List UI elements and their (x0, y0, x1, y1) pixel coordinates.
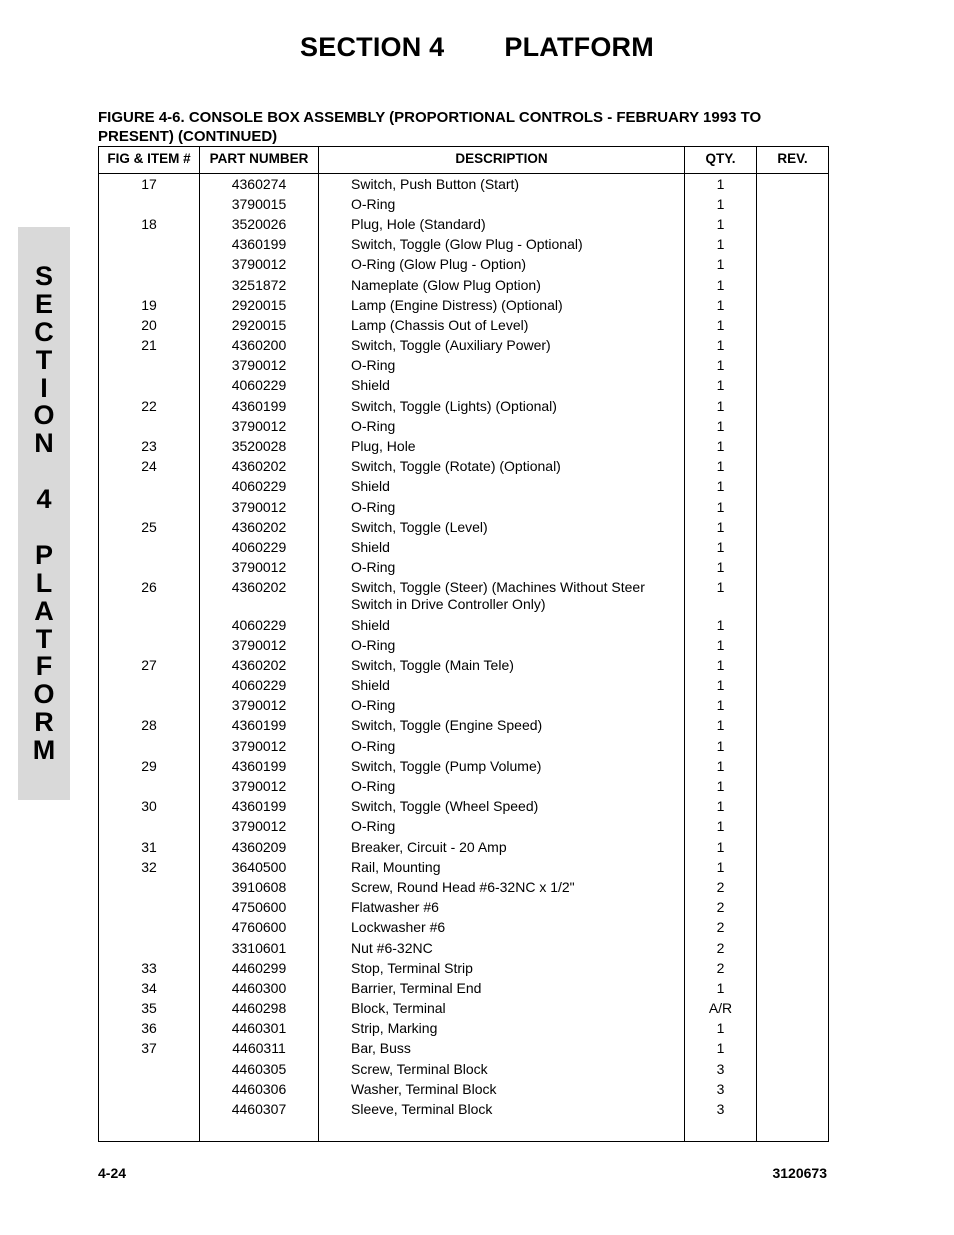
part-number: 3910608 (231, 878, 287, 895)
quantity: 1 (716, 737, 725, 754)
description: Lamp (Engine Distress) (Optional) (351, 296, 563, 313)
description: Switch, Toggle (Wheel Speed) (351, 798, 539, 815)
part-number: 4060229 (231, 616, 287, 633)
quantity: 1 (716, 858, 725, 875)
quantity: 1 (716, 215, 725, 232)
table-row (99, 275, 828, 295)
description: Nut #6-32NC (351, 939, 433, 956)
table-row (99, 315, 828, 335)
part-number: 4060229 (231, 677, 287, 694)
description: Nameplate (Glow Plug Option) (351, 276, 541, 293)
description: Switch, Toggle (Pump Volume) (351, 757, 542, 774)
quantity: 1 (716, 175, 725, 192)
item-number: 34 (141, 979, 157, 996)
description: Lockwasher #6 (351, 919, 446, 936)
figure-title: FIGURE 4-6. CONSOLE BOX ASSEMBLY (PROPORTIONAL CONTROLS - FEBRUARY 1993 TO PRESENT) (CONTINUED) (98, 109, 762, 145)
description: Plug, Hole (351, 438, 416, 455)
quantity: 1 (716, 559, 725, 576)
part-number: 4460298 (231, 1000, 287, 1017)
item-number: 33 (141, 959, 157, 976)
part-number: 3251872 (231, 276, 287, 293)
table-row (99, 497, 828, 517)
part-number: 4460300 (231, 979, 287, 996)
table-row (99, 615, 828, 635)
side-tab-letter: 4 (36, 484, 52, 515)
item-number: 37 (141, 1040, 157, 1057)
quantity: 1 (716, 397, 725, 414)
description: Shield (351, 377, 390, 394)
part-number: 4360200 (231, 337, 287, 354)
table-row (99, 1059, 828, 1079)
quantity: 2 (716, 899, 725, 916)
part-number: 4460307 (231, 1101, 287, 1118)
item-number: 36 (141, 1020, 157, 1037)
item-number: 26 (141, 579, 157, 596)
side-tab-letter: P (34, 539, 53, 570)
item-number: 27 (141, 656, 157, 673)
side-tab-letter: R (34, 707, 54, 738)
description: Bar, Buss (351, 1040, 411, 1057)
description: Shield (351, 677, 390, 694)
quantity: 2 (716, 959, 725, 976)
part-number: 4360199 (231, 798, 287, 815)
side-tab-letter: O (33, 400, 55, 431)
quantity: 1 (716, 538, 725, 555)
description: Screw, Terminal Block (351, 1060, 488, 1077)
table-row (99, 517, 828, 537)
description: Strip, Marking (351, 1020, 438, 1037)
section-title: PLATFORM (504, 32, 654, 62)
quantity: 2 (716, 939, 725, 956)
column-header-rev: REV. (777, 151, 808, 166)
table-row (99, 295, 828, 315)
item-number: 24 (141, 458, 157, 475)
description: O-Ring (351, 498, 396, 515)
table-row (99, 716, 828, 736)
item-number: 20 (141, 316, 157, 333)
table-row (99, 958, 828, 978)
description: Barrier, Terminal End (351, 979, 482, 996)
part-number: 4360202 (231, 656, 287, 673)
description: Block, Terminal (351, 1000, 446, 1017)
table-row (99, 877, 828, 897)
table-row (99, 696, 828, 716)
part-number: 3790012 (231, 559, 287, 576)
parts-table (98, 146, 829, 1142)
quantity: 1 (716, 337, 725, 354)
item-number: 19 (141, 296, 157, 313)
section-header (0, 32, 954, 63)
part-number: 2920015 (231, 296, 287, 313)
description: O-Ring (351, 697, 396, 714)
quantity: 1 (716, 458, 725, 475)
quantity: 1 (716, 697, 725, 714)
section-side-tab (18, 227, 70, 800)
quantity: 1 (716, 757, 725, 774)
part-number: 3790012 (231, 498, 287, 515)
side-tab-letter: F (35, 651, 53, 682)
description: Shield (351, 478, 390, 495)
part-number: 4460299 (231, 959, 287, 976)
table-row (99, 457, 828, 477)
table-row (99, 1039, 828, 1059)
part-number: 3310601 (231, 939, 287, 956)
quantity: 1 (716, 438, 725, 455)
item-number: 23 (141, 438, 157, 455)
table-row (99, 1099, 828, 1119)
document-number: 3120673 (772, 1165, 827, 1181)
side-tab-letter: T (35, 344, 53, 375)
part-number: 4360202 (231, 518, 287, 535)
part-number: 4360209 (231, 838, 287, 855)
quantity: 1 (716, 818, 725, 835)
part-number: 4360202 (231, 579, 287, 596)
part-number: 3790012 (231, 357, 287, 374)
table-row (99, 797, 828, 817)
description: Switch, Toggle (Level) (351, 518, 488, 535)
table-body (99, 174, 828, 1120)
quantity: A/R (708, 1000, 733, 1017)
description: Switch, Push Button (Start) (351, 175, 520, 192)
description: O-Ring (351, 818, 396, 835)
item-number: 31 (141, 838, 157, 855)
item-number: 22 (141, 397, 157, 414)
description: Screw, Round Head #6-32NC x 1/2" (351, 878, 575, 895)
part-number: 4060229 (231, 478, 287, 495)
quantity: 1 (716, 417, 725, 434)
description: Lamp (Chassis Out of Level) (351, 316, 529, 333)
table-row (99, 999, 828, 1019)
table-row (99, 356, 828, 376)
quantity: 2 (716, 919, 725, 936)
description: O-Ring (351, 357, 396, 374)
item-number: 18 (141, 215, 157, 232)
table-row (99, 558, 828, 578)
part-number: 4360199 (231, 397, 287, 414)
side-tab-letter (18, 514, 70, 542)
part-number: 3520026 (231, 215, 287, 232)
description: Stop, Terminal Strip (351, 959, 473, 976)
table-row (99, 1079, 828, 1099)
quantity: 1 (716, 1040, 725, 1057)
part-number: 4060229 (231, 538, 287, 555)
table-row (99, 837, 828, 857)
table-row (99, 255, 828, 275)
quantity: 3 (716, 1101, 725, 1118)
part-number: 3790012 (231, 636, 287, 653)
part-number: 4460311 (232, 1040, 286, 1057)
item-number: 17 (141, 175, 157, 192)
description: Switch, Toggle (Auxiliary Power) (351, 337, 551, 354)
quantity: 1 (716, 296, 725, 313)
part-number: 3520028 (231, 438, 287, 455)
item-number: 32 (141, 858, 157, 875)
table-row (99, 174, 828, 194)
side-tab-letter: S (34, 261, 53, 291)
part-number: 4360274 (231, 175, 287, 192)
description: O-Ring (351, 737, 396, 754)
table-row (99, 194, 828, 214)
table-row (99, 235, 828, 255)
table-row (99, 635, 828, 655)
quantity: 1 (716, 979, 725, 996)
table-row (99, 898, 828, 918)
part-number: 4060229 (231, 377, 287, 394)
description: Plug, Hole (Standard) (351, 215, 486, 232)
description: Switch, Toggle (Main Tele) (351, 656, 514, 673)
description: Washer, Terminal Block (351, 1080, 497, 1097)
description: O-Ring (351, 417, 396, 434)
quantity: 1 (716, 276, 725, 293)
part-number: 4460301 (231, 1020, 287, 1037)
table-row (99, 817, 828, 837)
part-number: 4360199 (231, 757, 287, 774)
column-header-description: DESCRIPTION (455, 151, 548, 166)
side-tab-letter: N (34, 428, 54, 459)
table-row (99, 537, 828, 557)
quantity: 1 (716, 677, 725, 694)
quantity: 3 (716, 1080, 725, 1097)
part-number: 3790012 (231, 417, 287, 434)
quantity: 1 (716, 357, 725, 374)
item-number: 30 (141, 798, 157, 815)
table-row (99, 436, 828, 456)
table-row (99, 1019, 828, 1039)
part-number: 4460306 (231, 1080, 287, 1097)
side-tab-letter: T (35, 623, 53, 654)
quantity: 1 (716, 256, 725, 273)
item-number: 35 (141, 1000, 157, 1017)
side-tab-letter: E (34, 288, 53, 319)
quantity: 1 (716, 236, 725, 253)
part-number: 3790015 (231, 195, 287, 212)
description: O-Ring (351, 559, 396, 576)
side-tab-letter (18, 458, 70, 486)
description: Flatwasher #6 (351, 899, 439, 916)
quantity: 1 (716, 838, 725, 855)
column-header-part-number: PART NUMBER (209, 151, 309, 166)
quantity: 1 (716, 778, 725, 795)
description: Switch, Toggle (Rotate) (Optional) (351, 458, 561, 475)
description: Switch, Toggle (Steer) (Machines Without Steer Switch in Drive Controller Only) (351, 579, 645, 613)
quantity: 2 (716, 878, 725, 895)
side-tab-letter: I (40, 372, 48, 403)
part-number: 3640500 (231, 858, 287, 875)
description: Switch, Toggle (Engine Speed) (351, 717, 543, 734)
part-number: 3790012 (231, 818, 287, 835)
page-number: 4-24 (98, 1165, 127, 1181)
description: Shield (351, 616, 390, 633)
description: Sleeve, Terminal Block (351, 1101, 493, 1118)
table-row (99, 396, 828, 416)
table-row (99, 676, 828, 696)
quantity: 1 (716, 518, 725, 535)
part-number: 3790012 (231, 256, 287, 273)
table-row (99, 918, 828, 938)
description: Breaker, Circuit - 20 Amp (351, 838, 507, 855)
quantity: 1 (716, 316, 725, 333)
item-number: 21 (141, 337, 157, 354)
table-row (99, 938, 828, 958)
side-tab-letter: M (32, 735, 56, 766)
side-tab-letter: L (35, 567, 53, 598)
table-row (99, 214, 828, 234)
part-number: 4360202 (231, 458, 287, 475)
quantity: 1 (716, 656, 725, 673)
description: O-Ring (351, 778, 396, 795)
table-row (99, 857, 828, 877)
part-number: 3790012 (231, 778, 287, 795)
table-row (99, 776, 828, 796)
quantity: 1 (716, 616, 725, 633)
quantity: 1 (716, 498, 725, 515)
quantity: 1 (716, 1020, 725, 1037)
quantity: 1 (716, 579, 725, 596)
side-tab-letter: C (34, 316, 54, 347)
table-row (99, 978, 828, 998)
quantity: 1 (716, 195, 725, 212)
quantity: 1 (716, 798, 725, 815)
description: O-Ring (Glow Plug - Option) (351, 256, 527, 273)
column-header-item: FIG & ITEM # (107, 151, 191, 166)
table-row (99, 736, 828, 756)
part-number: 4360199 (231, 717, 287, 734)
part-number: 4460305 (231, 1060, 287, 1077)
description: O-Ring (351, 636, 396, 653)
quantity: 1 (716, 478, 725, 495)
table-row (99, 376, 828, 396)
quantity: 3 (716, 1060, 725, 1077)
description: Switch, Toggle (Lights) (Optional) (351, 397, 557, 414)
description: Switch, Toggle (Glow Plug - Optional) (351, 236, 583, 253)
description: Rail, Mounting (351, 858, 441, 875)
quantity: 1 (716, 717, 725, 734)
part-number: 4360199 (231, 236, 287, 253)
table-row (99, 336, 828, 356)
part-number: 4750600 (231, 899, 287, 916)
section-number: SECTION 4 (300, 32, 445, 62)
description: O-Ring (351, 195, 396, 212)
quantity: 1 (716, 636, 725, 653)
column-header-qty: QTY. (705, 151, 736, 166)
part-number: 3790012 (231, 737, 287, 754)
table-row (99, 578, 828, 615)
side-tab-letters (18, 263, 70, 765)
side-tab-letter: A (34, 595, 54, 626)
table-row (99, 477, 828, 497)
item-number: 28 (141, 717, 157, 734)
part-number: 3790012 (231, 697, 287, 714)
description: Shield (351, 538, 390, 555)
part-number: 4760600 (231, 919, 287, 936)
table-row (99, 416, 828, 436)
item-number: 29 (141, 757, 157, 774)
table-row (99, 756, 828, 776)
table-row (99, 655, 828, 675)
side-tab-letter: O (33, 679, 55, 710)
part-number: 2920015 (231, 316, 287, 333)
item-number: 25 (141, 518, 157, 535)
quantity: 1 (716, 377, 725, 394)
